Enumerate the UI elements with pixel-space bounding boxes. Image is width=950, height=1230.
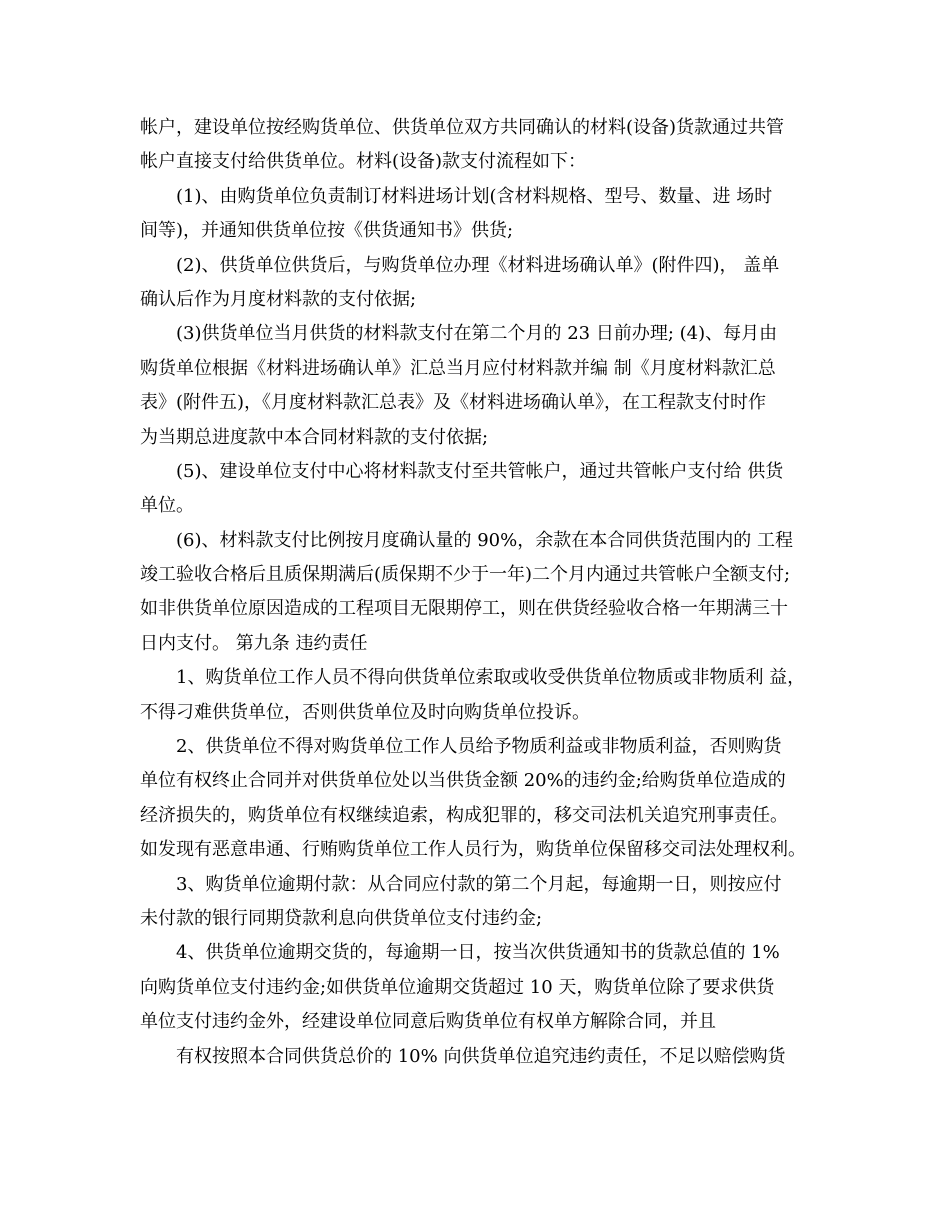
text-line: 1、购货单位工作人员不得向供货单位索取或收受供货单位物质或非物质利 益， (176, 667, 806, 689)
text-line: 向购货单位支付违约金;如供货单位逾期交货超过 10 天，购货单位除了要求供货 (140, 976, 775, 998)
text-line: 单位。 (140, 495, 194, 517)
text-line: 竣工验收合格后且质保期满后(质保期不少于一年)二个月内通过共管帐户全额支付; (140, 564, 791, 586)
text-line: 单位支付违约金外，经建设单位同意后购货单位有权单方解除合同，并且 (140, 1011, 716, 1033)
text-line: 单位有权终止合同并对供货单位处以当供货金额 20%的违约金;给购货单位造成的 (140, 770, 786, 792)
contract-text-body (140, 111, 820, 1074)
text-line: 如非供货单位原因造成的工程项目无限期停工，则在供货经验收合格一年期满三十 (140, 598, 788, 620)
text-line: 有权按照本合同供货总价的 10% 向供货单位追究违约责任，不足以赔偿购货 (176, 1045, 786, 1067)
text-line: 间等)，并通知供货单位按《供货通知书》供货; (140, 220, 514, 242)
text-line: 日内支付。 第九条 违约责任 (140, 632, 368, 654)
text-line: 不得刁难供货单位，否则供货单位及时向购货单位投诉。 (140, 701, 590, 723)
text-line: (1)、由购货单位负责制订材料进场计划(含材料规格、型号、数量、进 场时 (176, 185, 773, 207)
text-line: 3、购货单位逾期付款：从合同应付款的第二个月起，每逾期一日，则按应付 (176, 873, 782, 895)
text-line: 为当期总进度款中本合同材料款的支付依据; (140, 426, 489, 448)
text-line: (6)、材料款支付比例按月度确认量的 90%，余款在本合同供货范围内的 工程 (176, 529, 793, 551)
text-line: 帐户直接支付给供货单位。材料(设备)款支付流程如下： (140, 151, 587, 173)
text-line: 购货单位根据《材料进场确认单》汇总当月应付材料款并编 制《月度材料款汇总 (140, 357, 776, 379)
text-line: (5)、建设单位支付中心将材料款支付至共管帐户，通过共管帐户支付给 供货 (176, 460, 784, 482)
text-line: 表》(附件五)，《月度材料款汇总表》及《材料进场确认单》，在工程款支付时作 (140, 392, 767, 414)
text-line: 确认后作为月度材料款的支付依据; (140, 288, 417, 310)
text-line: 未付款的银行同期贷款利息向供货单位支付违约金; (140, 907, 543, 929)
text-line: 2、供货单位不得对购货单位工作人员给予物质利益或非物质利益，否则购货 (176, 736, 782, 758)
text-line: (3)供货单位当月供货的材料款支付在第二个月的 23 日前办理; (4)、每月由 (176, 323, 778, 345)
text-line: 帐户，建设单位按经购货单位、供货单位双方共同确认的材料(设备)货款通过共管 (140, 117, 785, 138)
text-line: 如发现有恶意串通、行贿购货单位工作人员行为，购货单位保留移交司法处理权利。 (140, 839, 806, 861)
text-line: 经济损失的，购货单位有权继续追索，构成犯罪的，移交司法机关追究刑事责任。 (140, 804, 788, 826)
text-line: 4、供货单位逾期交货的，每逾期一日，按当次供货通知书的货款总值的 1% (176, 942, 780, 964)
text-line: (2)、供货单位供货后，与购货单位办理《材料进场确认单》(附件四)， 盖单 (176, 254, 780, 276)
